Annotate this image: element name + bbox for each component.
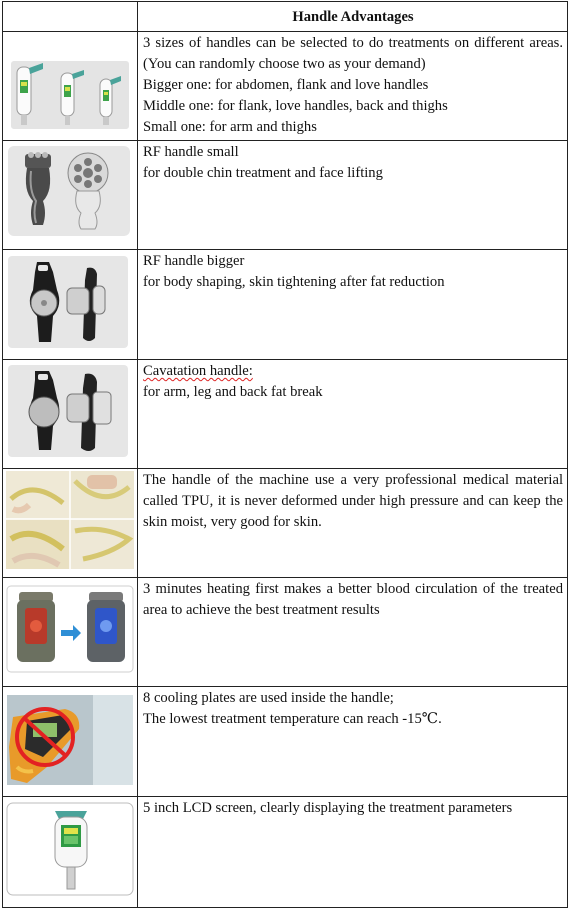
- row2-line-1: RF handle small: [143, 144, 239, 160]
- table-row: [3, 797, 568, 908]
- row4-line-1: Cavatation handle:: [143, 363, 253, 379]
- advantages-table: [2, 1, 568, 908]
- table-row: [3, 250, 568, 360]
- thermometer-image: [3, 687, 137, 791]
- row2-line-2: for double chin treatment and face lifting: [143, 165, 383, 181]
- image-cell: [3, 250, 138, 360]
- image-cell: [3, 469, 138, 578]
- text-cell: [138, 250, 568, 360]
- table-row: [3, 578, 568, 687]
- text-cell: [138, 797, 568, 908]
- cavitation-handle-image: [3, 360, 137, 463]
- row7-line-2: The lowest treatment temperature can reach -15℃.: [143, 711, 442, 727]
- table-row: [3, 141, 568, 250]
- rf-handle-small-image: [3, 141, 137, 244]
- table-row: [3, 687, 568, 797]
- row8-line-1: 5 inch LCD screen, clearly displaying the treatment parameters: [143, 800, 513, 816]
- text-cell: [138, 32, 568, 141]
- rf-handle-bigger-image: [3, 250, 137, 354]
- row1-line-1: 3 sizes of handles can be selected to do treatments on different areas. (You can randomly choose two as your demand): [143, 35, 563, 72]
- image-cell: [3, 687, 138, 797]
- image-cell: [3, 32, 138, 141]
- table-row: [3, 360, 568, 469]
- text-cell: [138, 360, 568, 469]
- table-row: [3, 469, 568, 578]
- row1-line-2: Bigger one: for abdomen, flank and love handles: [143, 77, 429, 93]
- text-cell: [138, 141, 568, 250]
- three-handles-image: [3, 32, 137, 135]
- header-title: Handle Advantages: [138, 2, 568, 32]
- blue-cooled-handle-icon: [87, 592, 125, 662]
- row7-line-1: 8 cooling plates are used inside the handle;: [143, 690, 394, 706]
- row1-line-4: Small one: for arm and thighs: [143, 119, 317, 135]
- table-row: [3, 32, 568, 141]
- row5-line-1: The handle of the machine use a very professional medical material called TPU, it is never deformed under high pressure and can keep the skin moist, very good for skin.: [143, 472, 563, 530]
- red-heated-handle-icon: [17, 592, 55, 662]
- row3-line-1: RF handle bigger: [143, 253, 245, 269]
- row6-line-1: 3 minutes heating first makes a better blood circulation of the treated area to achieve the best treatment results: [143, 581, 563, 618]
- tpu-material-image: [3, 469, 137, 572]
- text-cell: [138, 687, 568, 797]
- table-header-row: [3, 2, 568, 32]
- image-cell: [3, 578, 138, 687]
- heating-comparison-image: [3, 578, 137, 681]
- image-cell: [3, 141, 138, 250]
- text-cell: [138, 469, 568, 578]
- row4-line-2: for arm, leg and back fat break: [143, 384, 323, 400]
- row1-line-3: Middle one: for flank, love handles, back and thighs: [143, 98, 448, 114]
- image-cell: [3, 360, 138, 469]
- text-cell: [138, 578, 568, 687]
- lcd-handle-image: [3, 797, 137, 902]
- header-blank-cell: [3, 2, 138, 32]
- row3-line-2: for body shaping, skin tightening after fat reduction: [143, 274, 445, 290]
- image-cell: [3, 797, 138, 908]
